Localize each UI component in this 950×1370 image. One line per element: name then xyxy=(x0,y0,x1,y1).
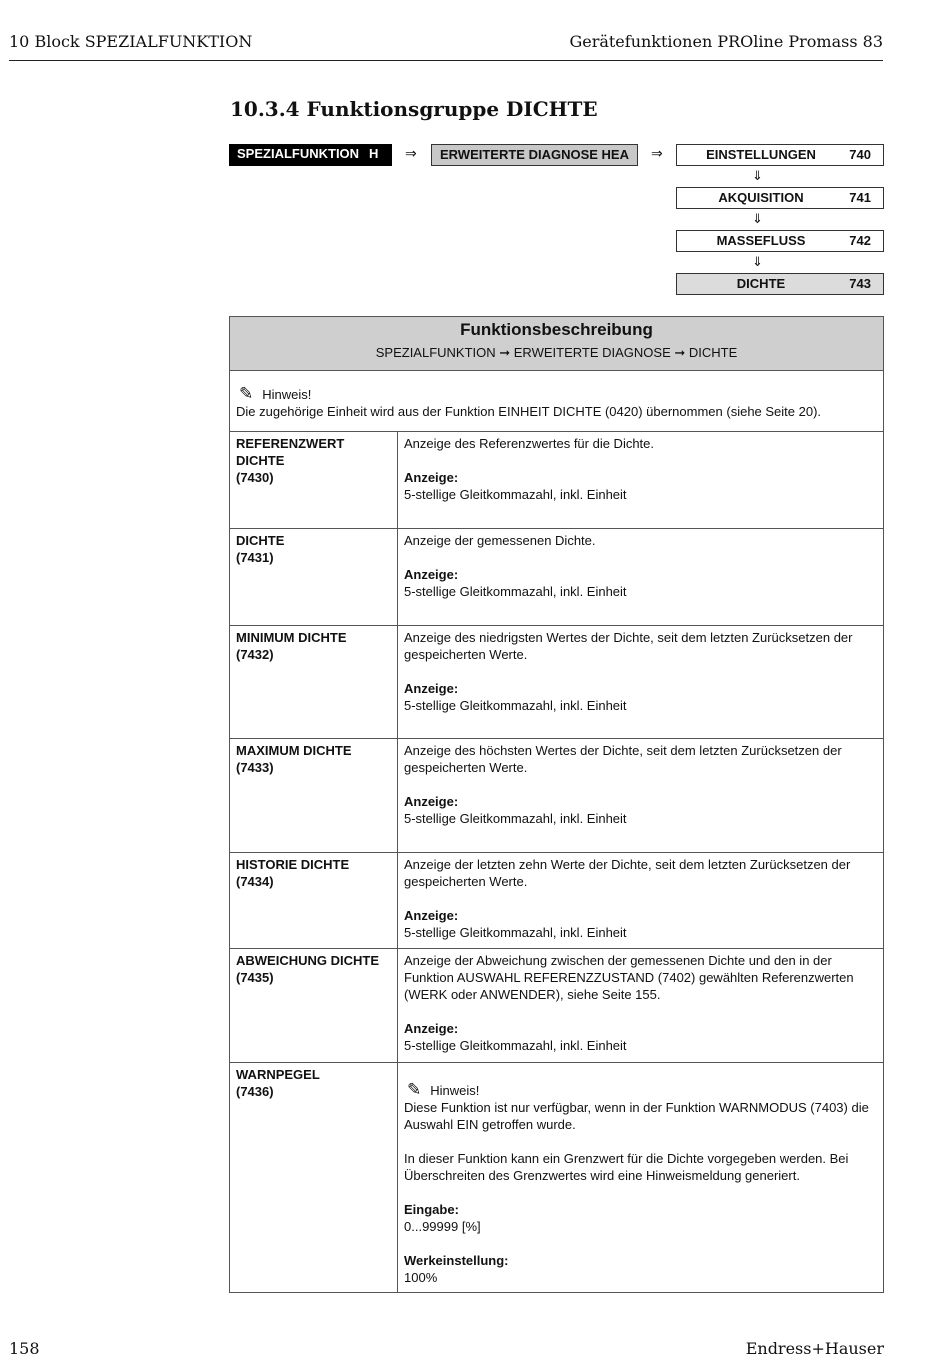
function-description xyxy=(398,529,883,625)
down-arrow-icon: ⇓ xyxy=(752,211,763,226)
display-value: 5-stellige Gleitkommazahl, inkl. Einheit xyxy=(404,811,627,826)
description-text: Anzeige der Abweichung zwischen der gemessenen Dichte und den in der Funktion AUSWAHL REFERENZZUSTAND (7402) gewählten Referenzwerten (WERK oder ANWENDER), siehe Seite 155. xyxy=(404,953,854,1002)
function-name-line: DICHTE xyxy=(236,453,285,468)
function-code: (7430) xyxy=(236,470,274,485)
pencil-note-icon: ✎ xyxy=(407,1080,422,1099)
display-label: Anzeige: xyxy=(404,1021,459,1036)
nav-group-erweiterte-diagnose: ERWEITERTE DIAGNOSE HEA xyxy=(431,144,638,166)
table-row xyxy=(230,529,883,626)
function-name-line: REFERENZWERT xyxy=(236,436,345,451)
description-text: Anzeige der letzten zehn Werte der Dichte, seit dem letzten Zurücksetzen der gespeicherten Werte. xyxy=(404,857,851,889)
table-note xyxy=(230,371,883,432)
chain-label: AKQUISITION xyxy=(718,190,804,205)
function-name-line: HISTORIE DICHTE xyxy=(236,857,350,872)
display-value: 5-stellige Gleitkommazahl, inkl. Einheit xyxy=(404,584,627,599)
display-label: Anzeige: xyxy=(404,794,459,809)
down-arrow-icon: ⇓ xyxy=(752,254,763,269)
display-label: Anzeige: xyxy=(404,567,459,582)
note-label: Hinweis! xyxy=(430,1083,480,1098)
function-description-table xyxy=(229,316,884,1293)
function-name-line: WARNPEGEL xyxy=(236,1067,320,1082)
table-row xyxy=(230,1063,883,1292)
function-code: (7431) xyxy=(236,550,274,565)
description-text: Anzeige des Referenzwertes für die Dichte. xyxy=(404,436,655,451)
input-value: 0...99999 [%] xyxy=(404,1219,481,1234)
chain-code: 740 xyxy=(849,147,871,162)
description-text: Anzeige des niedrigsten Wertes der Dichte, seit dem letzten Zurücksetzen der gespeicherten Werte. xyxy=(404,630,853,662)
chain-label: EINSTELLUNGEN xyxy=(706,147,816,162)
display-label: Anzeige: xyxy=(404,681,459,696)
function-description xyxy=(398,432,883,528)
note-text: Diese Funktion ist nur verfügbar, wenn in der Funktion WARNMODUS (7403) die Auswahl EIN getroffen wurde. xyxy=(404,1100,869,1132)
function-description xyxy=(398,739,883,852)
function-name-line: DICHTE xyxy=(236,533,285,548)
function-name-line: MAXIMUM DICHTE xyxy=(236,743,352,758)
chain-box-massefluss xyxy=(676,230,884,252)
chain-label: DICHTE xyxy=(736,276,786,291)
display-value: 5-stellige Gleitkommazahl, inkl. Einheit xyxy=(404,1038,627,1053)
function-code: (7433) xyxy=(236,760,274,775)
function-code: (7434) xyxy=(236,874,274,889)
table-row xyxy=(230,949,883,1063)
chain-code: 741 xyxy=(849,190,871,205)
nav-block-spezialfunktion xyxy=(229,144,392,166)
chain-code: 742 xyxy=(849,233,871,248)
table-header xyxy=(230,317,883,371)
function-name xyxy=(230,432,398,528)
chain-label: MASSEFLUSS xyxy=(716,233,806,248)
note-label: Hinweis! xyxy=(262,387,312,402)
function-name-line: ABWEICHUNG DICHTE xyxy=(236,953,379,968)
nav-block-label: SPEZIALFUNKTION xyxy=(237,146,360,161)
note-text: Die zugehörige Einheit wird aus der Funktion EINHEIT DICHTE (0420) übernommen (siehe Seite 20). xyxy=(236,404,822,419)
display-value: 5-stellige Gleitkommazahl, inkl. Einheit xyxy=(404,698,627,713)
brand-logo-text: Endress+Hauser xyxy=(745,1339,884,1358)
function-name xyxy=(230,529,398,625)
function-code: (7436) xyxy=(236,1084,274,1099)
function-description xyxy=(398,949,883,1062)
table-row xyxy=(230,626,883,739)
table-title: Funktionsbeschreibung xyxy=(460,320,653,339)
page-header xyxy=(9,30,883,61)
display-value: 5-stellige Gleitkommazahl, inkl. Einheit xyxy=(404,487,627,502)
function-name xyxy=(230,1063,398,1292)
input-label: Eingabe: xyxy=(404,1202,459,1217)
page-number: 158 xyxy=(9,1339,40,1358)
function-description xyxy=(398,626,883,738)
function-code: (7432) xyxy=(236,647,274,662)
default-label: Werkeinstellung: xyxy=(404,1253,509,1268)
function-name xyxy=(230,853,398,948)
default-value: 100% xyxy=(404,1270,438,1285)
chain-box-dichte xyxy=(676,273,884,295)
function-code: (7435) xyxy=(236,970,274,985)
chain-box-akquisition xyxy=(676,187,884,209)
header-chapter: 10 Block SPEZIALFUNKTION xyxy=(9,32,253,51)
table-row xyxy=(230,853,883,949)
pencil-note-icon: ✎ xyxy=(239,384,254,403)
function-description xyxy=(398,1063,883,1292)
display-label: Anzeige: xyxy=(404,470,459,485)
display-label: Anzeige: xyxy=(404,908,459,923)
nav-block-letter: H xyxy=(369,146,379,161)
function-name xyxy=(230,626,398,738)
table-path: SPEZIALFUNKTION ➞ ERWEITERTE DIAGNOSE ➞ DICHTE xyxy=(375,345,738,360)
table-row xyxy=(230,432,883,529)
section-title: 10.3.4 Funktionsgruppe DICHTE xyxy=(230,97,598,121)
description-text: Anzeige der gemessenen Dichte. xyxy=(404,533,596,548)
right-arrow-icon: ⇒ xyxy=(651,145,663,161)
header-manual-title: Gerätefunktionen PROline Promass 83 xyxy=(569,32,883,51)
function-name xyxy=(230,949,398,1062)
description-text: In dieser Funktion kann ein Grenzwert für die Dichte vorgegeben werden. Bei Überschreiten des Grenzwertes wird eine Hinweismeldung generiert. xyxy=(404,1151,849,1183)
chain-box-einstellungen xyxy=(676,144,884,166)
function-description xyxy=(398,853,883,948)
function-name-line: MINIMUM DICHTE xyxy=(236,630,347,645)
display-value: 5-stellige Gleitkommazahl, inkl. Einheit xyxy=(404,925,627,940)
table-row xyxy=(230,739,883,853)
chain-code: 743 xyxy=(849,276,871,291)
down-arrow-icon: ⇓ xyxy=(752,168,763,183)
right-arrow-icon: ⇒ xyxy=(405,145,417,161)
function-name xyxy=(230,739,398,852)
description-text: Anzeige des höchsten Wertes der Dichte, seit dem letzten Zurücksetzen der gespeicherten Werte. xyxy=(404,743,842,775)
